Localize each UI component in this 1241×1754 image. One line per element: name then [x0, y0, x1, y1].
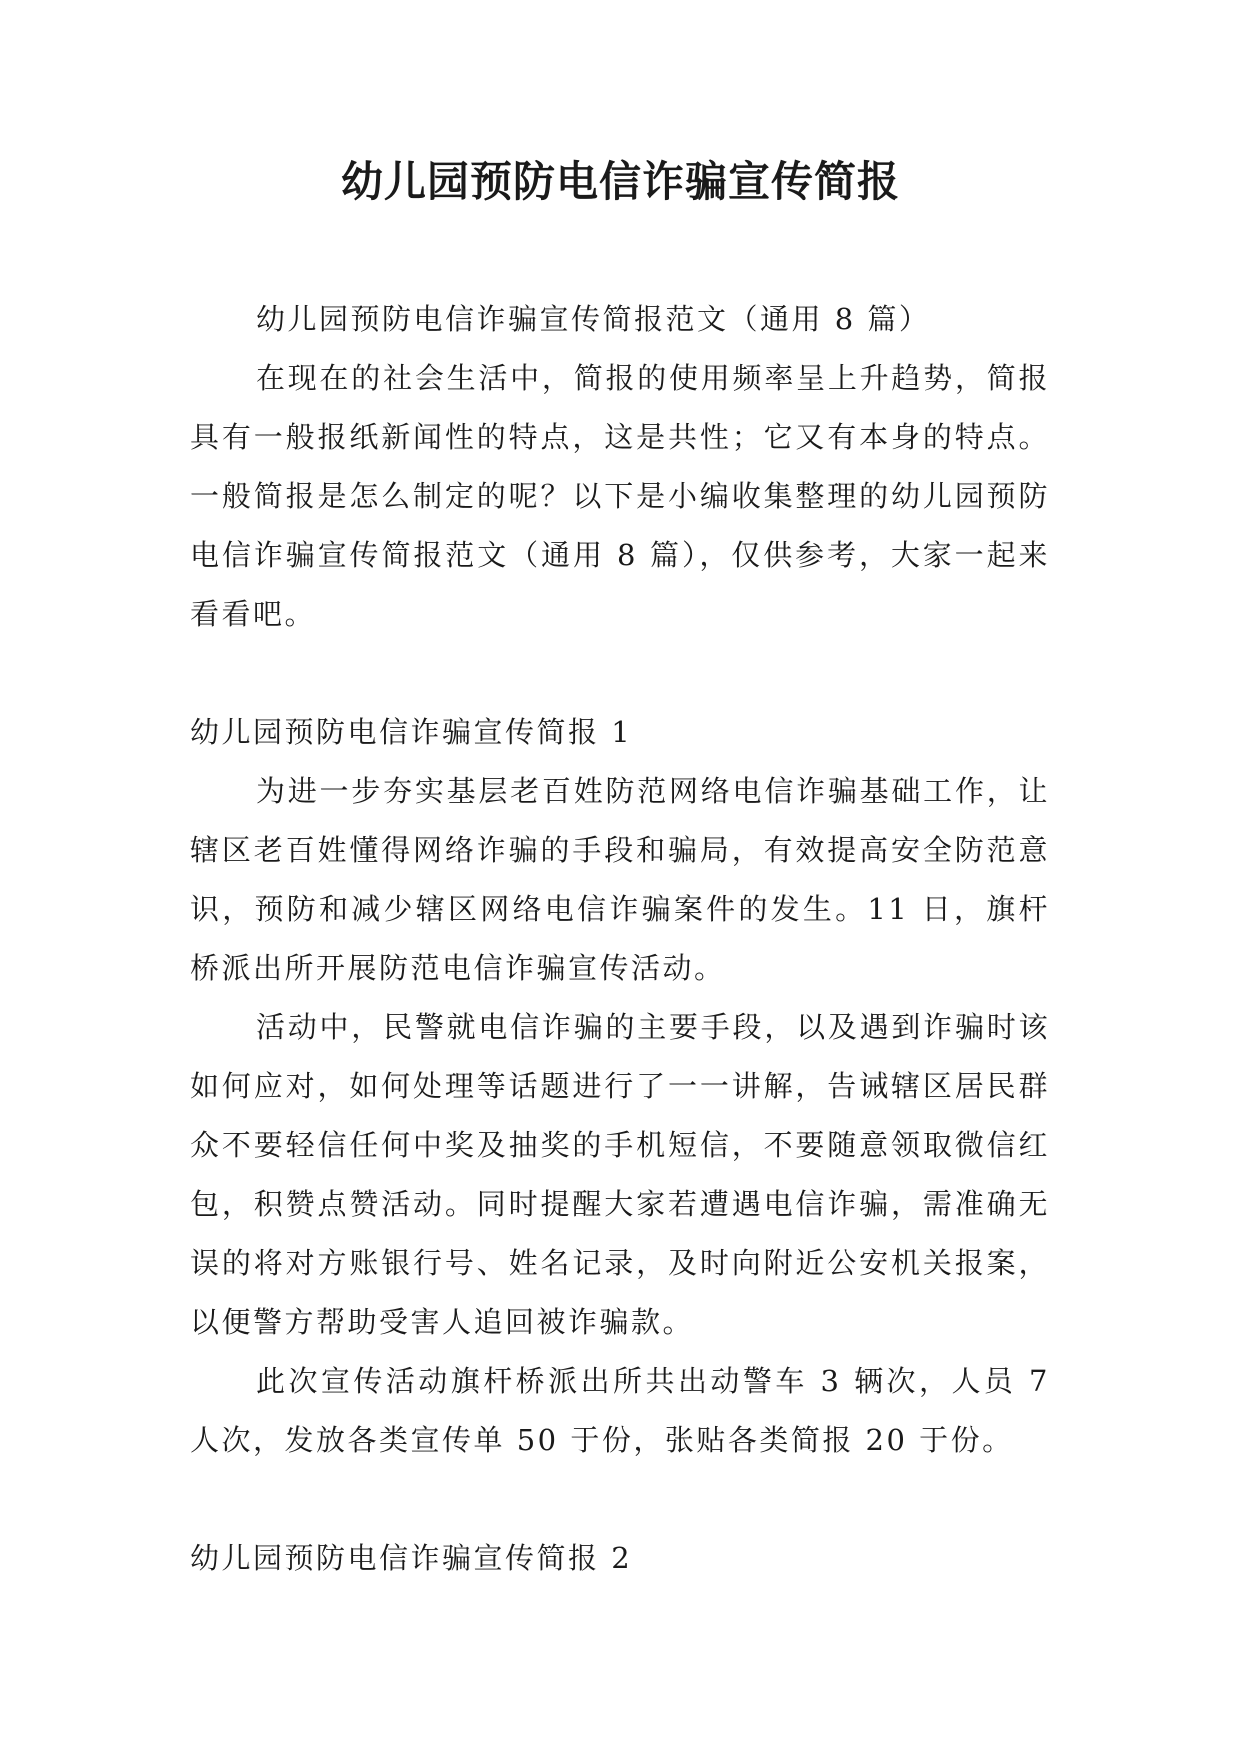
- intro-paragraph: 在现在的社会生活中，简报的使用频率呈上升趋势，简报具有一般报纸新闻性的特点，这是共性；它又有本身的特点。一般简报是怎么制定的呢？以下是小编收集整理的幼儿园预防电信诈骗宣传简报范文（通用 8 篇），仅供参考，大家一起来看看吧。: [190, 361, 1050, 631]
- section-1-paragraph-2: 活动中，民警就电信诈骗的主要手段，以及遇到诈骗时该如何应对，如何处理等话题进行了一一讲解，告诫辖区居民群众不要轻信任何中奖及抽奖的手机短信，不要随意领取微信红包，积赞点赞活动。同时提醒大家若遭遇电信诈骗，需准确无误的将对方账银行号、姓名记录，及时向附近公安机关报案，以便警方帮助受害人追回被诈骗款。: [190, 1010, 1050, 1339]
- section-1-paragraph-3: 此次宣传活动旗杆桥派出所共出动警车 3 辆次，人员 7 人次，发放各类宣传单 50 于份，张贴各类简报 20 于份。: [190, 1364, 1050, 1457]
- section-heading-2: 幼儿园预防电信诈骗宣传简报 2: [190, 1541, 633, 1575]
- section-spacer: [190, 644, 1050, 703]
- document-title: 幼儿园预防电信诈骗宣传简报: [340, 157, 900, 206]
- section-spacer: [190, 1470, 1050, 1529]
- intro-subtitle: 幼儿园预防电信诈骗宣传简报范文（通用 8 篇）: [256, 302, 931, 336]
- section-1-paragraph-1: 为进一步夯实基层老百姓防范网络电信诈骗基础工作，让辖区老百姓懂得网络诈骗的手段和骗局，有效提高安全防范意识，预防和减少辖区网络电信诈骗案件的发生。11 日，旗杆桥派出所开展防范电信诈骗宣传活动。: [190, 774, 1050, 985]
- document-body: [190, 290, 1050, 1588]
- section-heading-1: 幼儿园预防电信诈骗宣传简报 1: [190, 715, 633, 749]
